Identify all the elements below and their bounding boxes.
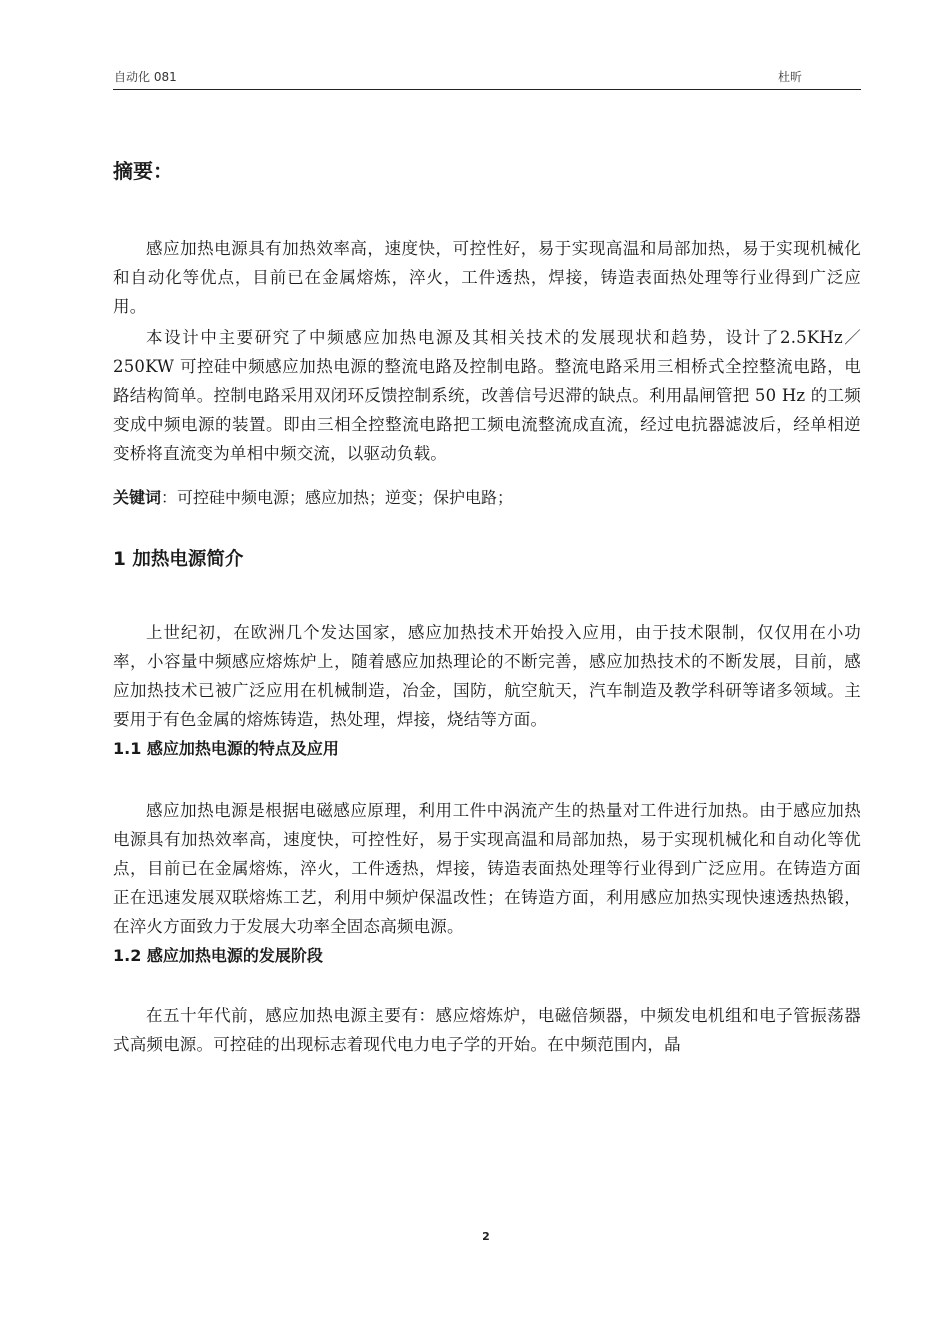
header-class-label: 自动化 081	[114, 70, 177, 84]
section-1-1-paragraph: 感应加热电源是根据电磁感应原理，利用工件中涡流产生的热量对工件进行加热。由于感应加热电源具有加热效率高，速度快，可控性好，易于实现高温和局部加热，易于实现机械化和自动化等优点，目前已在金属熔炼，淬火，工件透热，焊接，铸造表面热处理等行业得到广泛应用。在铸造方面正在迅速发展双联熔炼工艺，利用中频炉保温改性；在铸造方面，利用感应加热实现快速透热热锻，在淬火方面致力于发展大功率全固态高频电源。	[113, 801, 861, 936]
section-1-2-heading: 1.2 感应加热电源的发展阶段	[113, 946, 323, 965]
section-1-paragraph: 上世纪初，在欧洲几个发达国家，感应加热技术开始投入应用，由于技术限制，仅仅用在小功率，小容量中频感应熔炼炉上，随着感应加热理论的不断完善，感应加热技术的不断发展，目前，感应加热技术已被广泛应用在机械制造，冶金，国防，航空航天，汽车制造及教学科研等诸多领域。主要用于有色金属的熔炼铸造，热处理，焊接，烧结等方面。	[113, 623, 861, 729]
section-1-heading: 1 加热电源简介	[113, 549, 244, 570]
section-1-1-heading: 1.1 感应加热电源的特点及应用	[113, 739, 339, 758]
keywords-line	[113, 483, 861, 512]
section-1-2-paragraph: 在五十年代前，感应加热电源主要有：感应熔炼炉，电磁倍频器，中频发电机组和电子管振荡器式高频电源。可控硅的出现标志着现代电力电子学的开始。在中频范围内，晶	[113, 1006, 861, 1054]
page-number: 2	[482, 1230, 490, 1243]
abstract-paragraph-2: 本设计中主要研究了中频感应加热电源及其相关技术的发展现状和趋势，设计了2.5KHz／250KW 可控硅中频感应加热电源的整流电路及控制电路。整流电路采用三相桥式全控整流电路，电路结构简单。控制电路采用双闭环反馈控制系统，改善信号迟滞的缺点。利用晶闸管把 50 Hz 的工频变成中频电源的装置。即由三相全控整流电路把工频电流整流成直流，经过电抗器滤波后，经单相逆变桥将直流变为单相中频交流，以驱动负载。	[113, 328, 861, 463]
page-header	[113, 62, 861, 90]
keywords-label: 关键词	[113, 488, 162, 507]
header-author-name: 杜昕	[777, 70, 802, 84]
abstract-title: 摘要：	[113, 159, 173, 183]
document-body	[113, 150, 861, 1059]
keywords-text: ：可控硅中频电源；感应加热；逆变；保护电路；	[161, 488, 514, 507]
abstract-paragraph-1: 感应加热电源具有加热效率高，速度快，可控性好，易于实现高温和局部加热，易于实现机械化和自动化等优点，目前已在金属熔炼，淬火，工件透热，焊接，铸造表面热处理等行业得到广泛应用。	[113, 239, 861, 316]
